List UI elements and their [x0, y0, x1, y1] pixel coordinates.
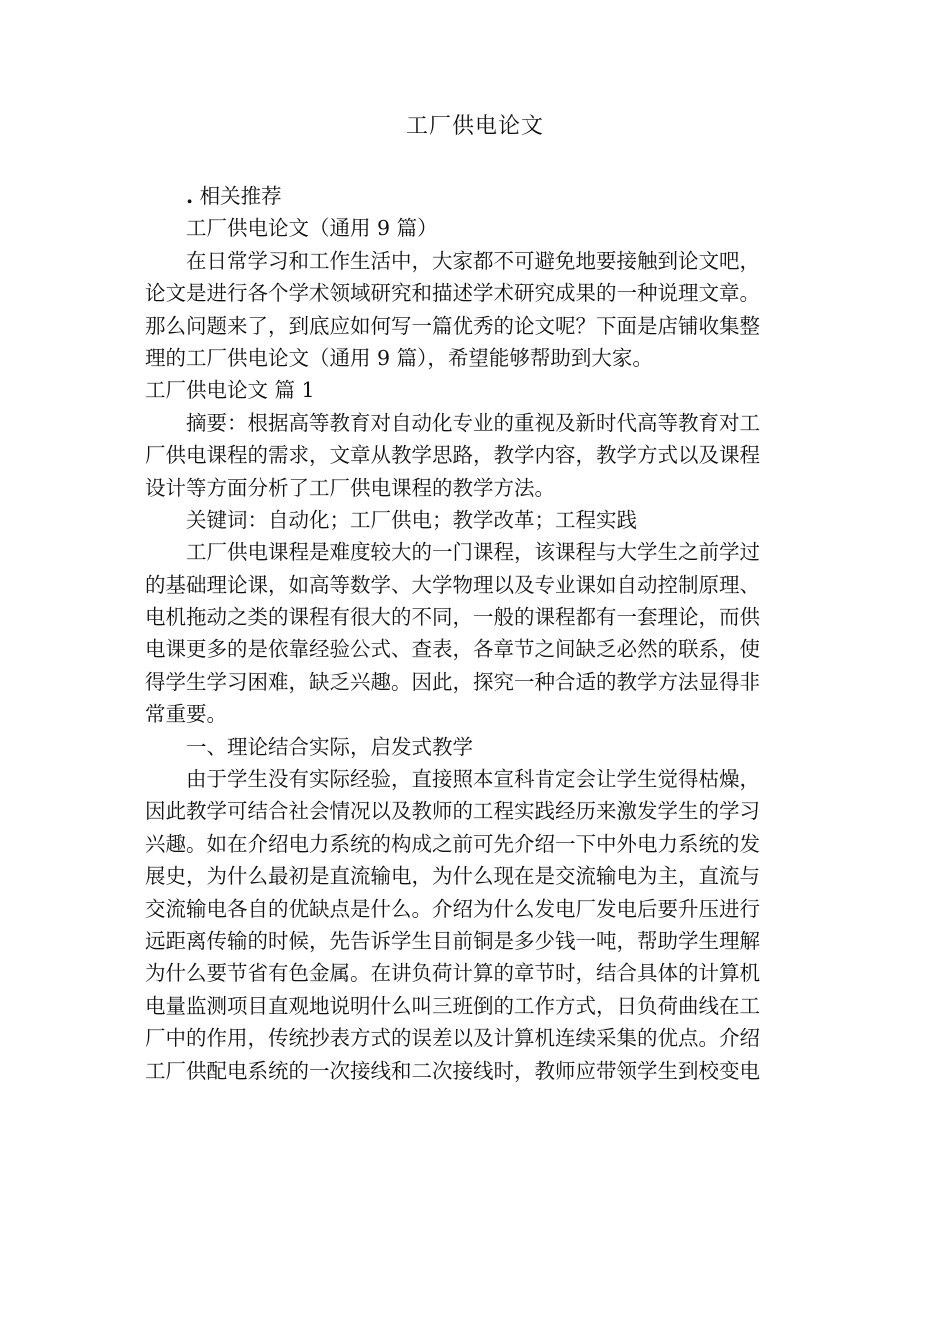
text-line: 为什么要节省有色金属。在讲负荷计算的章节时，结合具体的计算机 — [145, 961, 760, 986]
related-label: 相关推荐 — [199, 184, 282, 208]
text-line: 交流输电各自的优缺点是什么。介绍为什么发电厂发电后要升压进行 — [145, 896, 760, 921]
text-line: 工厂供配电系统的一次接线和二次接线时，教师应带领学生到校变电 — [145, 1058, 760, 1083]
text-line: 展史，为什么最初是直流输电，为什么现在是交流输电为主，直流与 — [145, 864, 760, 889]
document-title: 工厂供电论文 — [405, 114, 544, 139]
text-line: 电量监测项目直观地说明什么叫三班倒的工作方式，日负荷曲线在工 — [145, 993, 760, 1018]
text-line: 工厂供电论文（通用 9 篇） — [186, 216, 438, 241]
text-line: 厂中的作用，传统抄表方式的误差以及计算机连续采集的优点。介绍 — [145, 1026, 760, 1051]
text-line: 常重要。 — [145, 702, 227, 727]
text-line: 工厂供电课程是难度较大的一门课程，该课程与大学生之前学过 — [186, 540, 760, 565]
text-line: 工厂供电论文 篇 1 — [145, 378, 315, 403]
text-line: 理的工厂供电论文（通用 9 篇），希望能够帮助到大家。 — [145, 345, 653, 370]
related-recommend[interactable] — [145, 180, 810, 212]
text-line: 的基础理论课，如高等数学、大学物理以及专业课如自动控制原理、 — [145, 572, 760, 597]
text-line: 兴趣。如在介绍电力系统的构成之前可先介绍一下中外电力系统的发 — [145, 831, 760, 856]
text-line: 由于学生没有实际经验，直接照本宣科肯定会让学生觉得枯燥， — [186, 767, 760, 792]
text-line: 一、理论结合实际，启发式教学 — [186, 734, 473, 759]
text-line: 论文是进行各个学术领域研究和描述学术研究成果的一种说理文章。 — [145, 281, 760, 306]
text-line: 关键词：自动化；工厂供电；教学改革；工程实践 — [186, 507, 637, 532]
document-body — [145, 180, 810, 1087]
text-line: 厂供电课程的需求，文章从教学思路，教学内容，教学方式以及课程 — [145, 443, 760, 468]
related-bullet: . — [186, 184, 194, 208]
text-line: 摘要：根据高等教育对自动化专业的重视及新时代高等教育对工 — [186, 410, 760, 435]
text-line: 电机拖动之类的课程有很大的不同，一般的课程都有一套理论，而供 — [145, 605, 760, 630]
text-line: 得学生学习困难，缺乏兴趣。因此，探究一种合适的教学方法显得非 — [145, 669, 760, 694]
text-line: 远距离传输的时候，先告诉学生目前铜是多少钱一吨，帮助学生理解 — [145, 928, 760, 953]
text-line: 那么问题来了，到底应如何写一篇优秀的论文呢？下面是店铺收集整 — [145, 313, 760, 338]
text-line: 设计等方面分析了工厂供电课程的教学方法。 — [145, 475, 555, 500]
text-line: 因此教学可结合社会情况以及教师的工程实践经历来激发学生的学习 — [145, 799, 760, 824]
text-line: 在日常学习和工作生活中，大家都不可避免地要接触到论文吧， — [186, 248, 760, 273]
text-line: 电课更多的是依靠经验公式、查表，各章节之间缺乏必然的联系，使 — [145, 637, 760, 662]
